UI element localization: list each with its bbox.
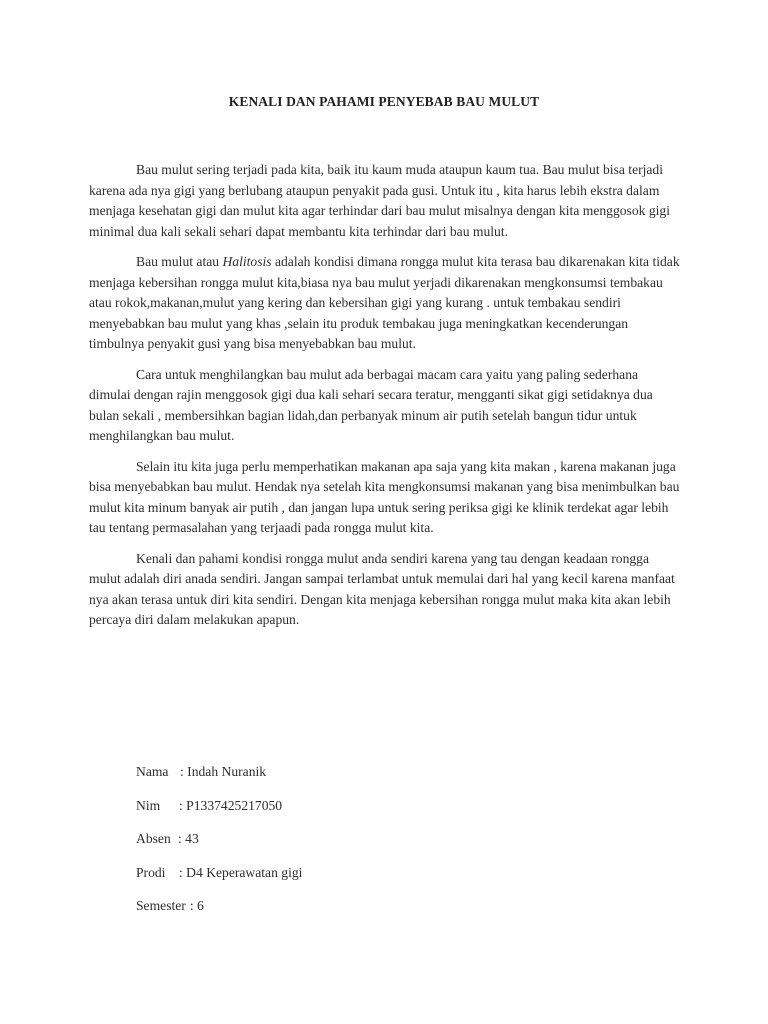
absen-value: : 43 bbox=[178, 831, 199, 846]
identity-row-absen bbox=[136, 829, 302, 863]
semester-value: : 6 bbox=[189, 898, 204, 913]
nama-value: : Indah Nuranik bbox=[180, 764, 267, 779]
identity-row-nama bbox=[136, 762, 302, 796]
paragraph-2-italic-term: Halitosis bbox=[222, 254, 272, 269]
paragraph-2 bbox=[89, 252, 681, 355]
paragraph-5: Kenali dan pahami kondisi rongga mulut anda sendiri karena yang tau dengan keadaan rongga mulut adalah diri anada sendiri. Jangan sampai terlambat untuk memulai dari hal yang kecil karena manfaat nya akan terasa untuk diri kita sendiri. Dengan kita menjaga kebersihan rongga mulut maka kita akan lebih percaya diri dalam melakukan apapun. bbox=[89, 550, 675, 627]
paragraph-1: Bau mulut sering terjadi pada kita, baik itu kaum muda ataupun kaum tua. Bau mulut bisa terjadi karena ada nya gigi yang berlubang ataupun penyakit pada gusi. Untuk itu , kita harus lebih ekstra dalam menjaga kesehatan gigi dan mulut kita agar terhindar dari bau mulut misalnya dengan kita menggosok gigi minimal dua kali sekali sehari dapat membantu kita terhindar dari bau mulut. bbox=[89, 162, 670, 239]
nim-value: : P1337425217050 bbox=[179, 797, 283, 813]
paragraph-4: Selain itu kita juga perlu memperhatikan makanan apa saja yang kita makan , karena makanan juga bisa menyebabkan bau mulut. Hendak nya setelah kita mengkonsumsi makanan yang bisa menimbulkan bau mulut kita minum banyak air putih , dan jangan lupa untuk sering periksa gigi ke klinik terdekat agar lebih tau tentang permasalahan yang terjaadi pada rongga mulut kita. bbox=[89, 458, 680, 535]
identity-block bbox=[136, 762, 302, 930]
document-body bbox=[89, 160, 681, 641]
paragraph-2-lead: Bau mulut atau bbox=[136, 254, 223, 269]
prodi-value: : D4 Keperawatan gigi bbox=[179, 864, 303, 880]
semester-label: Semester bbox=[136, 898, 186, 913]
document-title: KENALI DAN PAHAMI PENYEBAB BAU MULUT bbox=[228, 94, 540, 109]
identity-row-prodi bbox=[136, 863, 302, 897]
identity-row-nim bbox=[136, 796, 302, 830]
nama-label: Nama bbox=[136, 764, 169, 779]
paragraph-2-rest: adalah kondisi dimana rongga mulut kita terasa bau dikarenakan kita tidak menjaga kebersihan rongga mulut kita,biasa nya bau mulut yerjadi dikarenakan mengkonsumsi tembakau atau rokok,makanan,mulut yang kering dan kebersihan gigi yang kurang . untuk tembakau sendiri menyebabkan bau mulut yang khas ,selain itu produk tembakau juga meningkatkan kecenderungan timbulnya penyakit gusi yang bisa menyebabkan bau mulut. bbox=[89, 254, 680, 351]
prodi-label: Prodi bbox=[136, 864, 166, 880]
absen-label: Absen bbox=[136, 831, 171, 846]
nim-label: Nim bbox=[136, 797, 161, 813]
paragraph-3: Cara untuk menghilangkan bau mulut ada berbagai macam cara yaitu yang paling sederhana dimulai dengan rajin menggosok gigi dua kali sehari secara teratur, mengganti sikat gigi setidaknya dua bulan sekali , membersihkan bagian lidah,dan perbanyak minum air putih setelah bangun tidur untuk menghilangkan bau mulut. bbox=[89, 366, 653, 443]
identity-row-semester bbox=[136, 896, 302, 930]
